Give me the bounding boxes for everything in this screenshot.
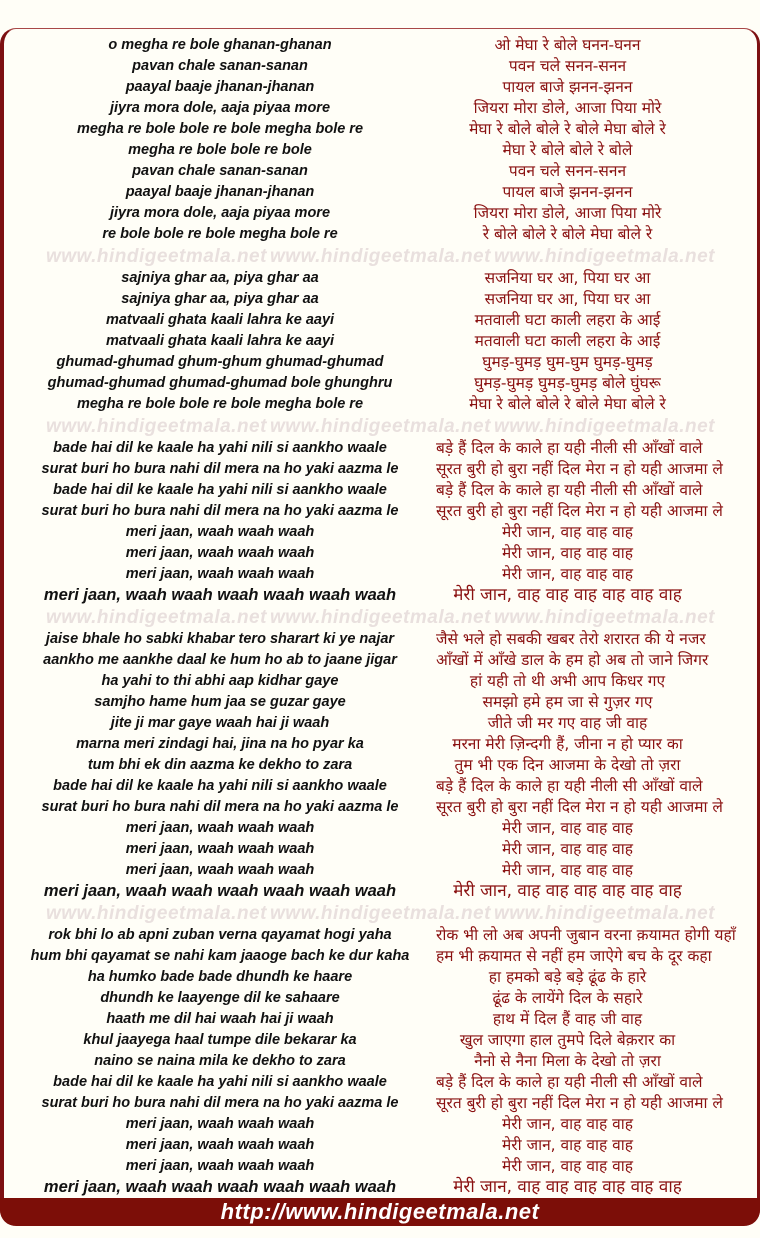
lyric-line-row bbox=[4, 331, 757, 352]
watermark-text: www.hindigeetmala.net bbox=[270, 607, 491, 628]
lyric-text-devanagari: आँखों में आँखे डाल के हम हो अब तो जाने जिगर bbox=[436, 651, 709, 669]
lyric-text-devanagari: सूरत बुरी हो बुरा नहीं दिल मेरा न हो यही आजमा ले bbox=[436, 460, 723, 478]
watermark-row bbox=[4, 416, 757, 437]
lyric-text-roman: surat buri ho bura nahi dil mera na ho yaki aazma le bbox=[41, 1095, 399, 1111]
lyric-line-row bbox=[4, 501, 757, 522]
lyric-line-row bbox=[4, 650, 757, 671]
watermark-text: www.hindigeetmala.net bbox=[46, 903, 267, 924]
lyric-line-row bbox=[4, 839, 757, 860]
lyric-text-devanagari: घुमड़-घुमड़ घुमड़-घुमड़ बोले घुंघरू bbox=[474, 374, 661, 392]
lyric-text-devanagari: मेरी जान, वाह वाह वाह bbox=[502, 1115, 633, 1133]
lyric-text-devanagari: घुमड़-घुमड़ घुम-घुम घुमड़-घुमड़ bbox=[482, 353, 653, 371]
watermark-text: www.hindigeetmala.net bbox=[494, 607, 715, 628]
watermark-text: www.hindigeetmala.net bbox=[494, 246, 715, 267]
lyric-text-devanagari: पवन चले सनन-सनन bbox=[508, 162, 627, 180]
lyric-text-roman: jite ji mar gaye waah hai ji waah bbox=[110, 715, 330, 731]
lyric-text-roman: hum bhi qayamat se nahi kam jaaoge bach ke dur kaha bbox=[30, 948, 410, 964]
lyric-text-devanagari: हां यही तो थी अभी आप किधर गए bbox=[469, 672, 666, 690]
lyric-text-roman: bade hai dil ke kaale ha yahi nili si aankho waale bbox=[53, 1074, 387, 1090]
lyric-text-roman: ha yahi to thi abhi aap kidhar gaye bbox=[101, 673, 339, 689]
lyric-line-row bbox=[4, 629, 757, 650]
lyric-text-devanagari: पायल बाजे झनन-झनन bbox=[502, 183, 633, 201]
lyric-line-row bbox=[4, 1051, 757, 1072]
lyric-text-roman: meri jaan, waah waah waah bbox=[125, 524, 315, 540]
lyric-line-row bbox=[4, 1009, 757, 1030]
lyrics-content bbox=[4, 29, 757, 1198]
lyric-text-roman: pavan chale sanan-sanan bbox=[132, 163, 308, 179]
lyric-text-roman: jaise bhale ho sabki khabar tero sharart ki ye najar bbox=[45, 631, 395, 647]
watermark-row bbox=[4, 903, 757, 924]
lyric-line-row bbox=[4, 310, 757, 331]
lyric-text-roman: meri jaan, waah waah waah bbox=[125, 1158, 315, 1174]
lyric-line-row bbox=[4, 77, 757, 98]
lyric-text-roman: ghumad-ghumad ghumad-ghumad bole ghunghru bbox=[47, 375, 393, 391]
lyric-text-roman: surat buri ho bura nahi dil mera na ho yaki aazma le bbox=[41, 461, 399, 477]
lyric-line-row bbox=[4, 860, 757, 881]
lyric-text-devanagari: बड़े हैं दिल के काले हा यही नीली सी आँखों वाले bbox=[436, 439, 703, 457]
watermark-text: www.hindigeetmala.net bbox=[270, 416, 491, 437]
watermark-row bbox=[4, 246, 757, 267]
lyric-line-row bbox=[4, 394, 757, 415]
lyric-line-row bbox=[4, 671, 757, 692]
lyric-line-row bbox=[4, 1072, 757, 1093]
lyric-text-devanagari: समझो हमे हम जा से गुज़र गए bbox=[482, 693, 653, 711]
lyric-text-roman: meri jaan, waah waah waah bbox=[125, 1116, 315, 1132]
lyric-text-roman: meri jaan, waah waah waah bbox=[125, 545, 315, 561]
lyric-text-devanagari: पवन चले सनन-सनन bbox=[508, 57, 627, 75]
lyric-text-devanagari: मतवाली घटा काली लहरा के आई bbox=[474, 311, 661, 329]
lyric-text-devanagari: मेघा रे बोले बोले रे बोले bbox=[502, 141, 633, 159]
lyric-line-row bbox=[4, 585, 757, 606]
lyric-text-devanagari: जीते जी मर गए वाह जी वाह bbox=[487, 714, 648, 732]
lyric-text-roman: bade hai dil ke kaale ha yahi nili si aankho waale bbox=[53, 482, 387, 498]
lyric-line-row bbox=[4, 818, 757, 839]
lyric-text-devanagari: जैसे भले हो सबकी खबर तेरो शरारत की ये नजर bbox=[436, 630, 706, 648]
lyric-text-devanagari: मेरी जान, वाह वाह वाह bbox=[502, 840, 633, 858]
footer-url-link[interactable]: http://www.hindigeetmala.net bbox=[220, 1199, 540, 1224]
lyric-text-devanagari: हम भी क़यामत से नहीं हम जाऐगे बच के दूर कहा bbox=[436, 947, 712, 965]
lyric-line-row bbox=[4, 438, 757, 459]
lyric-line-row bbox=[4, 1177, 757, 1198]
lyric-text-devanagari: सूरत बुरी हो बुरा नहीं दिल मेरा न हो यही आजमा ले bbox=[436, 1094, 723, 1112]
lyric-text-devanagari: सजनिया घर आ, पिया घर आ bbox=[484, 290, 651, 308]
lyric-line-row bbox=[4, 161, 757, 182]
lyric-text-roman: meri jaan, waah waah waah bbox=[125, 862, 315, 878]
lyric-text-roman: rok bhi lo ab apni zuban verna qayamat hogi yaha bbox=[48, 927, 392, 943]
lyric-line-row bbox=[4, 755, 757, 776]
lyric-text-roman: naino se naina mila ke dekho to zara bbox=[94, 1053, 346, 1069]
lyric-line-row bbox=[4, 734, 757, 755]
lyric-text-roman: samjho hame hum jaa se guzar gaye bbox=[94, 694, 346, 710]
lyric-text-roman: matvaali ghata kaali lahra ke aayi bbox=[105, 312, 335, 328]
lyric-text-devanagari: मरना मेरी ज़िन्दगी हैं, जीना न हो प्यार का bbox=[452, 735, 683, 753]
lyric-text-devanagari: पायल बाजे झनन-झनन bbox=[502, 78, 633, 96]
watermark-text: www.hindigeetmala.net bbox=[494, 903, 715, 924]
watermark-text: www.hindigeetmala.net bbox=[494, 416, 715, 437]
lyric-text-roman: surat buri ho bura nahi dil mera na ho yaki aazma le bbox=[41, 503, 399, 519]
lyric-text-devanagari: मेरी जान, वाह वाह वाह bbox=[502, 861, 633, 879]
lyric-text-devanagari: रे बोले बोले रे बोले मेघा बोले रे bbox=[482, 225, 653, 243]
lyric-text-devanagari: सूरत बुरी हो बुरा नहीं दिल मेरा न हो यही आजमा ले bbox=[436, 798, 723, 816]
lyric-text-devanagari: बड़े हैं दिल के काले हा यही नीली सी आँखों वाले bbox=[436, 1073, 703, 1091]
lyric-text-devanagari: बड़े हैं दिल के काले हा यही नीली सी आँखों वाले bbox=[436, 777, 703, 795]
watermark-text: www.hindigeetmala.net bbox=[46, 607, 267, 628]
lyric-text-devanagari: जियरा मोरा डोले, आजा पिया मोरे bbox=[473, 99, 662, 117]
lyric-line-row bbox=[4, 203, 757, 224]
lyric-line-row bbox=[4, 988, 757, 1009]
watermark-text: www.hindigeetmala.net bbox=[270, 246, 491, 267]
lyric-text-roman: bade hai dil ke kaale ha yahi nili si aankho waale bbox=[53, 778, 387, 794]
lyric-line-row bbox=[4, 224, 757, 245]
lyric-line-row bbox=[4, 35, 757, 56]
lyric-line-row bbox=[4, 480, 757, 501]
lyric-text-roman: marna meri zindagi hai, jina na ho pyar ka bbox=[76, 736, 364, 752]
lyric-text-roman: matvaali ghata kaali lahra ke aayi bbox=[105, 333, 335, 349]
lyric-text-roman: paayal baaje jhanan-jhanan bbox=[125, 184, 315, 200]
lyric-text-devanagari: मेरी जान, वाह वाह वाह bbox=[502, 565, 633, 583]
lyric-text-devanagari: सजनिया घर आ, पिया घर आ bbox=[484, 269, 651, 287]
lyric-line-row bbox=[4, 946, 757, 967]
lyric-line-row bbox=[4, 522, 757, 543]
lyric-text-roman: meri jaan, waah waah waah bbox=[125, 820, 315, 836]
lyric-text-devanagari: मेरी जान, वाह वाह वाह वाह वाह वाह bbox=[453, 881, 682, 901]
lyric-line-row bbox=[4, 925, 757, 946]
lyric-line-row bbox=[4, 564, 757, 585]
lyric-text-roman: meri jaan, waah waah waah bbox=[125, 566, 315, 582]
lyric-text-roman: aankho me aankhe daal ke hum ho ab to jaane jigar bbox=[43, 652, 397, 668]
lyric-text-devanagari: मेरी जान, वाह वाह वाह bbox=[502, 1136, 633, 1154]
lyric-text-devanagari: मेरी जान, वाह वाह वाह bbox=[502, 819, 633, 837]
lyric-text-devanagari: जियरा मोरा डोले, आजा पिया मोरे bbox=[473, 204, 662, 222]
lyric-line-row bbox=[4, 119, 757, 140]
lyric-text-devanagari: रोक भी लो अब अपनी जुबान वरना क़यामत होगी यहाँ bbox=[436, 926, 736, 944]
lyric-line-row bbox=[4, 140, 757, 161]
lyric-text-roman: bade hai dil ke kaale ha yahi nili si aankho waale bbox=[53, 440, 387, 456]
lyric-line-row bbox=[4, 459, 757, 480]
lyric-text-devanagari: मेघा रे बोले बोले रे बोले मेघा बोले रे bbox=[469, 120, 666, 138]
lyric-text-roman: megha re bole bole re bole bbox=[128, 142, 312, 158]
lyric-line-row bbox=[4, 881, 757, 902]
lyric-text-roman: o megha re bole ghanan-ghanan bbox=[108, 37, 332, 53]
lyric-text-devanagari: हाथ में दिल हैं वाह जी वाह bbox=[492, 1010, 643, 1028]
watermark-row bbox=[4, 607, 757, 628]
lyric-text-roman: meri jaan, waah waah waah bbox=[125, 1137, 315, 1153]
lyric-line-row bbox=[4, 776, 757, 797]
lyric-text-roman: sajniya ghar aa, piya ghar aa bbox=[121, 291, 319, 307]
lyric-text-roman: meri jaan, waah waah waah bbox=[125, 841, 315, 857]
lyric-line-row bbox=[4, 713, 757, 734]
lyric-text-roman: megha re bole bole re bole megha bole re bbox=[76, 121, 364, 137]
lyric-line-row bbox=[4, 373, 757, 394]
lyric-text-devanagari: नैनो से नैना मिला के देखो तो ज़रा bbox=[474, 1052, 661, 1070]
lyric-text-devanagari: मेरी जान, वाह वाह वाह वाह वाह वाह bbox=[453, 585, 682, 605]
lyric-text-roman: paayal baaje jhanan-jhanan bbox=[125, 79, 315, 95]
lyric-line-row bbox=[4, 1114, 757, 1135]
lyric-line-row bbox=[4, 182, 757, 203]
footer-bar bbox=[0, 1198, 760, 1226]
lyric-text-devanagari: मेघा रे बोले बोले रे बोले मेघा बोले रे bbox=[469, 395, 666, 413]
lyric-text-roman: ghumad-ghumad ghum-ghum ghumad-ghumad bbox=[56, 354, 384, 370]
watermark-text: www.hindigeetmala.net bbox=[46, 416, 267, 437]
lyric-line-row bbox=[4, 268, 757, 289]
lyric-text-devanagari: तुम भी एक दिन आजमा के देखो तो ज़रा bbox=[454, 756, 681, 774]
lyric-text-devanagari: मेरी जान, वाह वाह वाह bbox=[502, 523, 633, 541]
lyric-text-devanagari: मतवाली घटा काली लहरा के आई bbox=[474, 332, 661, 350]
lyric-line-row bbox=[4, 692, 757, 713]
lyric-text-devanagari: ढूंढ के लायेंगे दिल के सहारे bbox=[492, 989, 643, 1007]
lyric-line-row bbox=[4, 352, 757, 373]
lyric-text-devanagari: मेरी जान, वाह वाह वाह वाह वाह वाह bbox=[453, 1177, 682, 1197]
lyric-text-devanagari: मेरी जान, वाह वाह वाह bbox=[502, 544, 633, 562]
lyric-text-roman: megha re bole bole re bole megha bole re bbox=[76, 396, 364, 412]
lyric-text-devanagari: ओ मेघा रे बोले घनन-घनन bbox=[494, 36, 641, 54]
lyric-text-roman: jiyra mora dole, aaja piyaa more bbox=[109, 100, 331, 116]
lyric-line-row bbox=[4, 1030, 757, 1051]
lyric-text-roman: meri jaan, waah waah waah waah waah waah bbox=[43, 586, 397, 604]
lyric-text-roman: pavan chale sanan-sanan bbox=[132, 58, 308, 74]
lyric-line-row bbox=[4, 289, 757, 310]
lyric-line-row bbox=[4, 967, 757, 988]
lyric-text-devanagari: बड़े हैं दिल के काले हा यही नीली सी आँखों वाले bbox=[436, 481, 703, 499]
watermark-text: www.hindigeetmala.net bbox=[270, 903, 491, 924]
lyric-line-row bbox=[4, 56, 757, 77]
lyric-text-roman: re bole bole re bole megha bole re bbox=[102, 226, 338, 242]
lyric-text-roman: surat buri ho bura nahi dil mera na ho yaki aazma le bbox=[41, 799, 399, 815]
lyric-line-row bbox=[4, 98, 757, 119]
lyric-line-row bbox=[4, 1156, 757, 1177]
lyric-text-devanagari: सूरत बुरी हो बुरा नहीं दिल मेरा न हो यही आजमा ले bbox=[436, 502, 723, 520]
lyric-text-roman: jiyra mora dole, aaja piyaa more bbox=[109, 205, 331, 221]
watermark-text: www.hindigeetmala.net bbox=[46, 246, 267, 267]
lyric-text-roman: sajniya ghar aa, piya ghar aa bbox=[121, 270, 319, 286]
lyric-line-row bbox=[4, 1093, 757, 1114]
lyric-text-devanagari: खुल जाएगा हाल तुमपे दिले बेक़रार का bbox=[459, 1031, 676, 1049]
lyric-text-roman: dhundh ke laayenge dil ke sahaare bbox=[100, 990, 340, 1006]
lyric-text-devanagari: मेरी जान, वाह वाह वाह bbox=[502, 1157, 633, 1175]
lyric-text-roman: meri jaan, waah waah waah waah waah waah bbox=[43, 882, 397, 900]
lyric-text-roman: khul jaayega haal tumpe dile bekarar ka bbox=[83, 1032, 357, 1048]
lyric-text-roman: ha humko bade bade dhundh ke haare bbox=[87, 969, 353, 985]
lyric-line-row bbox=[4, 543, 757, 564]
lyric-line-row bbox=[4, 797, 757, 818]
lyric-text-devanagari: हा हमको बड़े बड़े ढूंढ के हारे bbox=[488, 968, 647, 986]
lyric-text-roman: meri jaan, waah waah waah waah waah waah bbox=[43, 1178, 397, 1196]
lyric-text-roman: tum bhi ek din aazma ke dekho to zara bbox=[87, 757, 353, 773]
lyric-text-roman: haath me dil hai waah hai ji waah bbox=[106, 1011, 334, 1027]
lyric-line-row bbox=[4, 1135, 757, 1156]
lyrics-sheet bbox=[0, 28, 760, 1226]
